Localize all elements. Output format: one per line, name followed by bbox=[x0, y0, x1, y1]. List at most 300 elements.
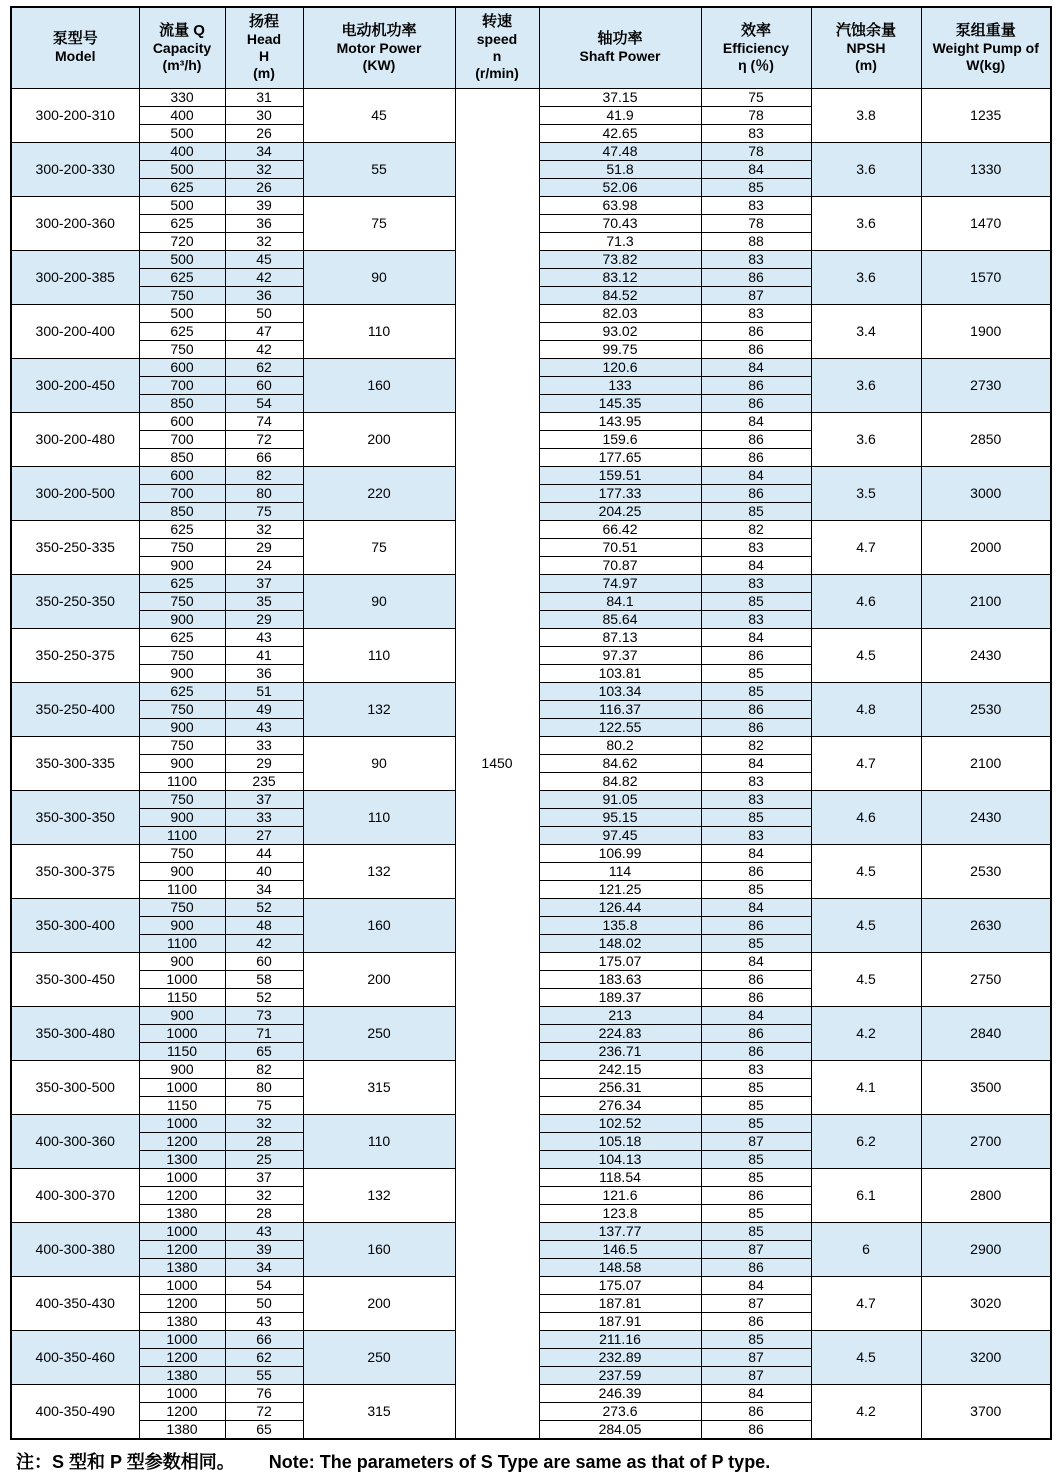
cell-head: 60 bbox=[225, 376, 303, 394]
cell-model: 350-300-450 bbox=[11, 952, 139, 1006]
cell-motor-power: 315 bbox=[303, 1060, 455, 1114]
cell-efficiency: 86 bbox=[701, 916, 811, 934]
cell-capacity: 625 bbox=[139, 268, 225, 286]
cell-capacity: 1150 bbox=[139, 988, 225, 1006]
cell-motor-power: 45 bbox=[303, 88, 455, 142]
cell-shaft-power: 145.35 bbox=[539, 394, 701, 412]
cell-weight: 3200 bbox=[921, 1330, 1051, 1384]
cell-head: 52 bbox=[225, 898, 303, 916]
cell-efficiency: 85 bbox=[701, 1330, 811, 1348]
cell-shaft-power: 47.48 bbox=[539, 142, 701, 160]
cell-shaft-power: 103.34 bbox=[539, 682, 701, 700]
cell-motor-power: 250 bbox=[303, 1006, 455, 1060]
cell-efficiency: 86 bbox=[701, 340, 811, 358]
cell-capacity: 1100 bbox=[139, 826, 225, 844]
cell-capacity: 750 bbox=[139, 700, 225, 718]
cell-capacity: 900 bbox=[139, 916, 225, 934]
cell-shaft-power: 224.83 bbox=[539, 1024, 701, 1042]
cell-npsh: 4.6 bbox=[811, 790, 921, 844]
header-head: 扬程 Head H (m) bbox=[225, 7, 303, 88]
cell-shaft-power: 99.75 bbox=[539, 340, 701, 358]
cell-head: 33 bbox=[225, 736, 303, 754]
cell-efficiency: 84 bbox=[701, 1006, 811, 1024]
footnote-en: Note: The parameters of S Type are same as that of P type. bbox=[268, 1451, 771, 1472]
cell-model: 300-200-500 bbox=[11, 466, 139, 520]
cell-weight: 3020 bbox=[921, 1276, 1051, 1330]
cell-head: 39 bbox=[225, 196, 303, 214]
cell-weight: 2530 bbox=[921, 682, 1051, 736]
cell-capacity: 1000 bbox=[139, 1078, 225, 1096]
cell-capacity: 625 bbox=[139, 178, 225, 196]
cell-efficiency: 86 bbox=[701, 376, 811, 394]
cell-motor-power: 160 bbox=[303, 358, 455, 412]
cell-capacity: 1000 bbox=[139, 1168, 225, 1186]
cell-shaft-power: 237.59 bbox=[539, 1366, 701, 1384]
cell-shaft-power: 187.81 bbox=[539, 1294, 701, 1312]
cell-head: 35 bbox=[225, 592, 303, 610]
cell-model: 350-250-335 bbox=[11, 520, 139, 574]
cell-capacity: 1380 bbox=[139, 1258, 225, 1276]
cell-head: 39 bbox=[225, 1240, 303, 1258]
cell-capacity: 1100 bbox=[139, 772, 225, 790]
cell-head: 30 bbox=[225, 106, 303, 124]
cell-efficiency: 85 bbox=[701, 178, 811, 196]
cell-npsh: 4.7 bbox=[811, 736, 921, 790]
cell-weight: 2000 bbox=[921, 520, 1051, 574]
cell-efficiency: 83 bbox=[701, 304, 811, 322]
cell-capacity: 625 bbox=[139, 628, 225, 646]
cell-head: 41 bbox=[225, 646, 303, 664]
cell-motor-power: 220 bbox=[303, 466, 455, 520]
cell-efficiency: 87 bbox=[701, 1294, 811, 1312]
cell-weight: 1235 bbox=[921, 88, 1051, 142]
cell-npsh: 4.1 bbox=[811, 1060, 921, 1114]
cell-capacity: 1200 bbox=[139, 1402, 225, 1420]
cell-npsh: 6.1 bbox=[811, 1168, 921, 1222]
cell-capacity: 1100 bbox=[139, 880, 225, 898]
cell-efficiency: 78 bbox=[701, 106, 811, 124]
cell-capacity: 900 bbox=[139, 1006, 225, 1024]
cell-weight: 2700 bbox=[921, 1114, 1051, 1168]
cell-weight: 1470 bbox=[921, 196, 1051, 250]
cell-shaft-power: 177.65 bbox=[539, 448, 701, 466]
cell-head: 43 bbox=[225, 1312, 303, 1330]
cell-shaft-power: 232.89 bbox=[539, 1348, 701, 1366]
cell-shaft-power: 122.55 bbox=[539, 718, 701, 736]
cell-model: 400-350-490 bbox=[11, 1384, 139, 1439]
cell-motor-power: 90 bbox=[303, 574, 455, 628]
cell-efficiency: 85 bbox=[701, 1222, 811, 1240]
cell-efficiency: 84 bbox=[701, 466, 811, 484]
cell-head: 52 bbox=[225, 988, 303, 1006]
cell-efficiency: 84 bbox=[701, 754, 811, 772]
cell-efficiency: 83 bbox=[701, 1060, 811, 1078]
cell-weight: 1900 bbox=[921, 304, 1051, 358]
cell-efficiency: 84 bbox=[701, 358, 811, 376]
cell-model: 350-250-400 bbox=[11, 682, 139, 736]
cell-model: 400-300-360 bbox=[11, 1114, 139, 1168]
cell-head: 42 bbox=[225, 268, 303, 286]
cell-shaft-power: 84.62 bbox=[539, 754, 701, 772]
cell-head: 54 bbox=[225, 1276, 303, 1294]
cell-head: 48 bbox=[225, 916, 303, 934]
header-capacity: 流量 Q Capacity (m³/h) bbox=[139, 7, 225, 88]
cell-weight: 1330 bbox=[921, 142, 1051, 196]
cell-npsh: 4.5 bbox=[811, 844, 921, 898]
cell-motor-power: 315 bbox=[303, 1384, 455, 1439]
cell-efficiency: 85 bbox=[701, 1168, 811, 1186]
cell-efficiency: 86 bbox=[701, 988, 811, 1006]
cell-efficiency: 84 bbox=[701, 160, 811, 178]
cell-head: 50 bbox=[225, 1294, 303, 1312]
table-row bbox=[11, 88, 1051, 106]
cell-efficiency: 86 bbox=[701, 862, 811, 880]
cell-npsh: 4.7 bbox=[811, 520, 921, 574]
cell-motor-power: 160 bbox=[303, 1222, 455, 1276]
header-model: 泵型号 Model bbox=[11, 7, 139, 88]
cell-head: 76 bbox=[225, 1384, 303, 1402]
cell-shaft-power: 37.15 bbox=[539, 88, 701, 106]
cell-efficiency: 84 bbox=[701, 412, 811, 430]
cell-capacity: 600 bbox=[139, 466, 225, 484]
cell-efficiency: 85 bbox=[701, 592, 811, 610]
cell-weight: 2730 bbox=[921, 358, 1051, 412]
cell-weight: 2430 bbox=[921, 790, 1051, 844]
cell-shaft-power: 284.05 bbox=[539, 1420, 701, 1439]
cell-efficiency: 86 bbox=[701, 448, 811, 466]
cell-head: 40 bbox=[225, 862, 303, 880]
cell-model: 350-250-350 bbox=[11, 574, 139, 628]
cell-capacity: 500 bbox=[139, 160, 225, 178]
cell-shaft-power: 102.52 bbox=[539, 1114, 701, 1132]
cell-capacity: 1000 bbox=[139, 1276, 225, 1294]
cell-shaft-power: 74.97 bbox=[539, 574, 701, 592]
cell-capacity: 750 bbox=[139, 844, 225, 862]
cell-shaft-power: 242.15 bbox=[539, 1060, 701, 1078]
cell-motor-power: 110 bbox=[303, 304, 455, 358]
cell-shaft-power: 175.07 bbox=[539, 952, 701, 970]
cell-shaft-power: 204.25 bbox=[539, 502, 701, 520]
cell-shaft-power: 82.03 bbox=[539, 304, 701, 322]
pump-spec-table bbox=[10, 6, 1052, 1440]
cell-head: 80 bbox=[225, 484, 303, 502]
header-weight: 泵组重量 Weight Pump of W(kg) bbox=[921, 7, 1051, 88]
cell-efficiency: 75 bbox=[701, 88, 811, 106]
cell-motor-power: 200 bbox=[303, 412, 455, 466]
cell-efficiency: 84 bbox=[701, 844, 811, 862]
cell-efficiency: 84 bbox=[701, 556, 811, 574]
cell-efficiency: 87 bbox=[701, 1240, 811, 1258]
cell-efficiency: 82 bbox=[701, 736, 811, 754]
cell-shaft-power: 70.87 bbox=[539, 556, 701, 574]
cell-efficiency: 85 bbox=[701, 502, 811, 520]
cell-weight: 2100 bbox=[921, 736, 1051, 790]
cell-shaft-power: 84.82 bbox=[539, 772, 701, 790]
cell-weight: 2750 bbox=[921, 952, 1051, 1006]
cell-model: 300-200-360 bbox=[11, 196, 139, 250]
cell-npsh: 3.6 bbox=[811, 142, 921, 196]
cell-head: 31 bbox=[225, 88, 303, 106]
cell-shaft-power: 121.25 bbox=[539, 880, 701, 898]
cell-shaft-power: 73.82 bbox=[539, 250, 701, 268]
cell-efficiency: 84 bbox=[701, 952, 811, 970]
cell-capacity: 500 bbox=[139, 196, 225, 214]
cell-motor-power: 132 bbox=[303, 844, 455, 898]
cell-efficiency: 85 bbox=[701, 1150, 811, 1168]
footnote bbox=[10, 1448, 1050, 1474]
cell-weight: 2900 bbox=[921, 1222, 1051, 1276]
cell-weight: 2530 bbox=[921, 844, 1051, 898]
cell-shaft-power: 106.99 bbox=[539, 844, 701, 862]
cell-weight: 1570 bbox=[921, 250, 1051, 304]
cell-efficiency: 83 bbox=[701, 250, 811, 268]
cell-efficiency: 83 bbox=[701, 610, 811, 628]
cell-capacity: 1000 bbox=[139, 1330, 225, 1348]
header-motor-power: 电动机功率 Motor Power (KW) bbox=[303, 7, 455, 88]
cell-efficiency: 84 bbox=[701, 898, 811, 916]
cell-head: 29 bbox=[225, 754, 303, 772]
cell-head: 32 bbox=[225, 160, 303, 178]
table-header-row bbox=[11, 7, 1051, 88]
cell-shaft-power: 114 bbox=[539, 862, 701, 880]
cell-shaft-power: 105.18 bbox=[539, 1132, 701, 1150]
cell-model: 300-200-385 bbox=[11, 250, 139, 304]
cell-npsh: 6.2 bbox=[811, 1114, 921, 1168]
header-efficiency: 效率 Efficiency η (％) bbox=[701, 7, 811, 88]
cell-head: 32 bbox=[225, 520, 303, 538]
cell-shaft-power: 84.1 bbox=[539, 592, 701, 610]
cell-head: 26 bbox=[225, 178, 303, 196]
cell-capacity: 750 bbox=[139, 286, 225, 304]
cell-shaft-power: 121.6 bbox=[539, 1186, 701, 1204]
cell-capacity: 1200 bbox=[139, 1132, 225, 1150]
cell-weight: 3000 bbox=[921, 466, 1051, 520]
cell-npsh: 6 bbox=[811, 1222, 921, 1276]
cell-efficiency: 83 bbox=[701, 538, 811, 556]
cell-efficiency: 87 bbox=[701, 1132, 811, 1150]
cell-head: 47 bbox=[225, 322, 303, 340]
cell-efficiency: 85 bbox=[701, 664, 811, 682]
cell-shaft-power: 159.6 bbox=[539, 430, 701, 448]
cell-shaft-power: 70.43 bbox=[539, 214, 701, 232]
cell-shaft-power: 159.51 bbox=[539, 466, 701, 484]
cell-efficiency: 86 bbox=[701, 1312, 811, 1330]
cell-capacity: 750 bbox=[139, 646, 225, 664]
cell-head: 34 bbox=[225, 1258, 303, 1276]
cell-head: 62 bbox=[225, 1348, 303, 1366]
cell-npsh: 3.8 bbox=[811, 88, 921, 142]
cell-efficiency: 86 bbox=[701, 1042, 811, 1060]
cell-capacity: 500 bbox=[139, 250, 225, 268]
cell-efficiency: 86 bbox=[701, 430, 811, 448]
cell-capacity: 750 bbox=[139, 898, 225, 916]
cell-head: 75 bbox=[225, 1096, 303, 1114]
cell-head: 36 bbox=[225, 214, 303, 232]
cell-head: 28 bbox=[225, 1132, 303, 1150]
cell-efficiency: 87 bbox=[701, 1366, 811, 1384]
cell-motor-power: 55 bbox=[303, 142, 455, 196]
cell-capacity: 1200 bbox=[139, 1348, 225, 1366]
cell-head: 28 bbox=[225, 1204, 303, 1222]
cell-capacity: 1300 bbox=[139, 1150, 225, 1168]
cell-shaft-power: 41.9 bbox=[539, 106, 701, 124]
cell-capacity: 850 bbox=[139, 394, 225, 412]
cell-motor-power: 250 bbox=[303, 1330, 455, 1384]
cell-npsh: 4.6 bbox=[811, 574, 921, 628]
cell-head: 82 bbox=[225, 1060, 303, 1078]
cell-shaft-power: 71.3 bbox=[539, 232, 701, 250]
cell-model: 300-200-400 bbox=[11, 304, 139, 358]
cell-capacity: 500 bbox=[139, 124, 225, 142]
cell-head: 45 bbox=[225, 250, 303, 268]
cell-shaft-power: 177.33 bbox=[539, 484, 701, 502]
cell-npsh: 3.6 bbox=[811, 196, 921, 250]
cell-capacity: 330 bbox=[139, 88, 225, 106]
cell-npsh: 4.5 bbox=[811, 1330, 921, 1384]
cell-head: 34 bbox=[225, 880, 303, 898]
cell-shaft-power: 213 bbox=[539, 1006, 701, 1024]
cell-motor-power: 200 bbox=[303, 952, 455, 1006]
cell-head: 43 bbox=[225, 718, 303, 736]
cell-shaft-power: 95.15 bbox=[539, 808, 701, 826]
cell-capacity: 1200 bbox=[139, 1186, 225, 1204]
cell-capacity: 1000 bbox=[139, 1024, 225, 1042]
cell-model: 350-300-350 bbox=[11, 790, 139, 844]
cell-head: 26 bbox=[225, 124, 303, 142]
cell-model: 350-300-375 bbox=[11, 844, 139, 898]
cell-model: 350-300-500 bbox=[11, 1060, 139, 1114]
cell-efficiency: 84 bbox=[701, 628, 811, 646]
cell-shaft-power: 97.45 bbox=[539, 826, 701, 844]
cell-shaft-power: 91.05 bbox=[539, 790, 701, 808]
cell-head: 65 bbox=[225, 1042, 303, 1060]
cell-shaft-power: 148.58 bbox=[539, 1258, 701, 1276]
cell-capacity: 1380 bbox=[139, 1312, 225, 1330]
cell-speed: 1450 bbox=[455, 88, 539, 1439]
cell-capacity: 850 bbox=[139, 502, 225, 520]
cell-capacity: 900 bbox=[139, 1060, 225, 1078]
cell-capacity: 900 bbox=[139, 718, 225, 736]
cell-head: 74 bbox=[225, 412, 303, 430]
cell-efficiency: 86 bbox=[701, 1024, 811, 1042]
cell-npsh: 4.7 bbox=[811, 1276, 921, 1330]
cell-shaft-power: 93.02 bbox=[539, 322, 701, 340]
cell-shaft-power: 103.81 bbox=[539, 664, 701, 682]
cell-motor-power: 90 bbox=[303, 736, 455, 790]
cell-motor-power: 90 bbox=[303, 250, 455, 304]
table-body bbox=[11, 88, 1051, 1439]
cell-head: 66 bbox=[225, 448, 303, 466]
cell-head: 25 bbox=[225, 1150, 303, 1168]
cell-head: 27 bbox=[225, 826, 303, 844]
cell-shaft-power: 143.95 bbox=[539, 412, 701, 430]
cell-model: 300-200-480 bbox=[11, 412, 139, 466]
cell-shaft-power: 63.98 bbox=[539, 196, 701, 214]
cell-efficiency: 85 bbox=[701, 1114, 811, 1132]
cell-capacity: 700 bbox=[139, 430, 225, 448]
cell-head: 42 bbox=[225, 340, 303, 358]
cell-efficiency: 85 bbox=[701, 808, 811, 826]
cell-efficiency: 85 bbox=[701, 880, 811, 898]
cell-efficiency: 84 bbox=[701, 1276, 811, 1294]
cell-capacity: 500 bbox=[139, 304, 225, 322]
cell-efficiency: 86 bbox=[701, 484, 811, 502]
cell-efficiency: 85 bbox=[701, 682, 811, 700]
cell-efficiency: 83 bbox=[701, 790, 811, 808]
cell-shaft-power: 87.13 bbox=[539, 628, 701, 646]
cell-efficiency: 83 bbox=[701, 574, 811, 592]
cell-head: 29 bbox=[225, 610, 303, 628]
cell-weight: 2100 bbox=[921, 574, 1051, 628]
cell-head: 51 bbox=[225, 682, 303, 700]
cell-head: 37 bbox=[225, 790, 303, 808]
cell-head: 42 bbox=[225, 934, 303, 952]
cell-shaft-power: 211.16 bbox=[539, 1330, 701, 1348]
cell-capacity: 750 bbox=[139, 538, 225, 556]
cell-shaft-power: 236.71 bbox=[539, 1042, 701, 1060]
cell-capacity: 700 bbox=[139, 376, 225, 394]
cell-head: 37 bbox=[225, 574, 303, 592]
cell-efficiency: 78 bbox=[701, 142, 811, 160]
cell-model: 400-350-430 bbox=[11, 1276, 139, 1330]
cell-capacity: 700 bbox=[139, 484, 225, 502]
cell-head: 235 bbox=[225, 772, 303, 790]
cell-capacity: 625 bbox=[139, 574, 225, 592]
cell-npsh: 4.5 bbox=[811, 898, 921, 952]
cell-efficiency: 78 bbox=[701, 214, 811, 232]
cell-capacity: 400 bbox=[139, 142, 225, 160]
cell-efficiency: 82 bbox=[701, 520, 811, 538]
cell-shaft-power: 175.07 bbox=[539, 1276, 701, 1294]
cell-shaft-power: 116.37 bbox=[539, 700, 701, 718]
cell-efficiency: 85 bbox=[701, 1096, 811, 1114]
cell-head: 60 bbox=[225, 952, 303, 970]
cell-capacity: 850 bbox=[139, 448, 225, 466]
cell-model: 350-300-335 bbox=[11, 736, 139, 790]
cell-head: 55 bbox=[225, 1366, 303, 1384]
header-shaft-power: 轴功率 Shaft Power bbox=[539, 7, 701, 88]
cell-efficiency: 86 bbox=[701, 646, 811, 664]
cell-motor-power: 75 bbox=[303, 520, 455, 574]
cell-weight: 2850 bbox=[921, 412, 1051, 466]
cell-capacity: 1200 bbox=[139, 1240, 225, 1258]
cell-head: 34 bbox=[225, 142, 303, 160]
cell-motor-power: 132 bbox=[303, 1168, 455, 1222]
cell-head: 33 bbox=[225, 808, 303, 826]
cell-efficiency: 85 bbox=[701, 1078, 811, 1096]
cell-efficiency: 83 bbox=[701, 826, 811, 844]
cell-shaft-power: 189.37 bbox=[539, 988, 701, 1006]
cell-capacity: 600 bbox=[139, 412, 225, 430]
cell-shaft-power: 66.42 bbox=[539, 520, 701, 538]
cell-capacity: 1380 bbox=[139, 1204, 225, 1222]
cell-head: 71 bbox=[225, 1024, 303, 1042]
cell-capacity: 625 bbox=[139, 322, 225, 340]
cell-shaft-power: 52.06 bbox=[539, 178, 701, 196]
cell-efficiency: 86 bbox=[701, 1420, 811, 1439]
cell-head: 37 bbox=[225, 1168, 303, 1186]
cell-efficiency: 88 bbox=[701, 232, 811, 250]
cell-shaft-power: 126.44 bbox=[539, 898, 701, 916]
cell-efficiency: 87 bbox=[701, 286, 811, 304]
cell-efficiency: 86 bbox=[701, 700, 811, 718]
cell-npsh: 4.5 bbox=[811, 952, 921, 1006]
cell-capacity: 1200 bbox=[139, 1294, 225, 1312]
cell-head: 66 bbox=[225, 1330, 303, 1348]
cell-efficiency: 83 bbox=[701, 196, 811, 214]
cell-capacity: 1380 bbox=[139, 1366, 225, 1384]
cell-head: 29 bbox=[225, 538, 303, 556]
